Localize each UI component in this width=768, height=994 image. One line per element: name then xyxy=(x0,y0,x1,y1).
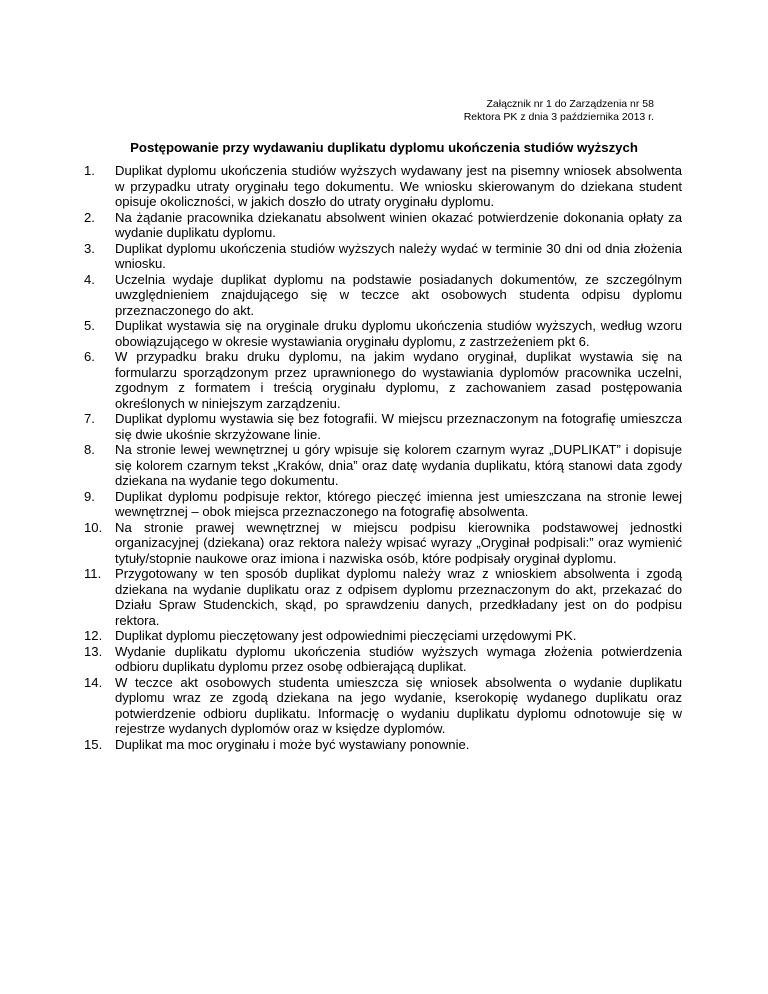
item-text: W przypadku braku druku dyplomu, na jakim wydano oryginał, duplikat wystawia się na formularzu sporządzonym przez uprawnionego do wystawiania dyplomów pracownika uczelni, zgodnym z formatem i treścią oryginału dyplomu, z zachowaniem zasad postępowania określonych w niniejszym zarządzeniu. xyxy=(115,349,682,411)
item-text: Na stronie lewej wewnętrznej u góry wpisuje się kolorem czarnym wyraz „DUPLIKAT” i dopisuje się kolorem czarnym tekst „Kraków, dnia” oraz datę wydania duplikatu, którą stanowi data zgody dziekana na wydanie tego dokumentu. xyxy=(115,442,682,488)
item-number: 13. xyxy=(84,643,103,659)
list-item xyxy=(84,241,682,272)
item-number: 9. xyxy=(84,488,95,504)
item-number: 14. xyxy=(84,674,103,690)
list-item xyxy=(84,349,682,411)
document-title: Postępowanie przy wydawaniu duplikatu dyplomu ukończenia studiów wyższych xyxy=(130,140,638,155)
item-number: 3. xyxy=(84,240,95,256)
procedure-list xyxy=(84,163,682,752)
list-item xyxy=(84,675,682,737)
item-text: Duplikat dyplomu ukończenia studiów wyższych należy wydać w terminie 30 dni od dnia złożenia wniosku. xyxy=(115,240,682,271)
item-number: 10. xyxy=(84,519,103,535)
item-number: 11. xyxy=(84,566,102,581)
list-item xyxy=(84,737,682,753)
item-text: Na stronie prawej wewnętrznej w miejscu podpisu kierownika podstawowej jednostki organizacyjnej (dziekana) oraz rektora należy wpisać wyrazy „Oryginał podpisali:” oraz wymienić tytuły/stopnie naukowe oraz imiona i nazwiska osób, które podpisały oryginał dyplomu. xyxy=(115,519,682,566)
item-text: Wydanie duplikatu dyplomu ukończenia studiów wyższych wymaga złożenia potwierdzenia odbioru duplikatu dyplomu przez osobę odbierającą duplikat. xyxy=(115,643,682,674)
annex-reference xyxy=(464,98,654,124)
item-text: Na żądanie pracownika dziekanatu absolwent winien okazać potwierdzenie dokonania opłaty za wydanie duplikatu dyplomu. xyxy=(115,209,682,240)
item-text: Duplikat dyplomu ukończenia studiów wyższych wydawany jest na pisemny wniosek absolwenta w przypadku utraty oryginału tego dokumentu. We wniosku skierowanym do dziekana student opisuje okoliczności, w jakich doszło do utraty oryginału dyplomu. xyxy=(115,163,682,209)
list-item xyxy=(84,566,682,628)
list-item xyxy=(84,411,682,442)
list-item xyxy=(84,442,682,489)
annex-line-2: Rektora PK z dnia 3 października 2013 r. xyxy=(463,111,654,123)
item-text: W teczce akt osobowych studenta umieszcza się wniosek absolwenta o wydanie duplikatu dyplomu wraz ze zgodą dziekana na jego wydanie, kserokopię wydanego duplikatu oraz potwierdzenie odbioru duplikatu. Informację o wydaniu duplikatu dyplomu odnotowuje się w rejestrze wydanych dyplomów oraz w księdze dyplomów. xyxy=(115,674,682,736)
list-item xyxy=(84,489,682,520)
list-item xyxy=(84,272,682,319)
item-number: 2. xyxy=(84,209,95,225)
item-number: 4. xyxy=(84,271,95,287)
item-number: 7. xyxy=(84,411,95,426)
item-text: Duplikat wystawia się na oryginale druku dyplomu ukończenia studiów wyższych, według wzoru obowiązującego w okresie wystawiania oryginału dyplomu, z zastrzeżeniem pkt 6. xyxy=(115,318,682,349)
item-number: 5. xyxy=(84,318,95,333)
list-item xyxy=(84,210,682,241)
item-text: Duplikat dyplomu podpisuje rektor, którego pieczęć imienna jest umieszczana na stronie lewej wewnętrznej – obok miejsca przeznaczonego na fotografię absolwenta. xyxy=(115,488,682,519)
item-text: Duplikat dyplomu wystawia się bez fotografii. W miejscu przeznaczonym na fotografię umieszcza się dwie ukośnie skrzyżowane linie. xyxy=(115,411,682,442)
list-item xyxy=(84,628,682,644)
item-text: Przygotowany w ten sposób duplikat dyplomu należy wraz z wnioskiem absolwenta i zgodą dziekana na wydanie duplikatu oraz z odpisem dyplomu przeznaczonym do akt, przekazać do Działu Spraw Studenckich, skąd, po sprawdzeniu danych, przedkładany jest on do podpisu rektora. xyxy=(115,566,682,628)
item-number: 1. xyxy=(84,163,95,178)
list-item xyxy=(84,163,682,210)
list-item xyxy=(84,644,682,675)
item-number: 12. xyxy=(84,628,103,643)
item-number: 15. xyxy=(84,736,103,752)
item-text: Uczelnia wydaje duplikat dyplomu na podstawie posiadanych dokumentów, ze szczególnym uwzględnieniem znajdującego się w teczce akt osobowych studenta odpisu dyplomu przeznaczonego do akt. xyxy=(115,271,682,318)
item-number: 6. xyxy=(84,349,95,364)
item-text: Duplikat dyplomu pieczętowany jest odpowiednimi pieczęciami urzędowymi PK. xyxy=(115,628,577,643)
item-text: Duplikat ma moc oryginału i może być wystawiany ponownie. xyxy=(115,736,470,752)
annex-line-1: Załącznik nr 1 do Zarządzenia nr 58 xyxy=(486,98,654,110)
list-item xyxy=(84,520,682,567)
item-number: 8. xyxy=(84,442,95,457)
list-item xyxy=(84,318,682,349)
